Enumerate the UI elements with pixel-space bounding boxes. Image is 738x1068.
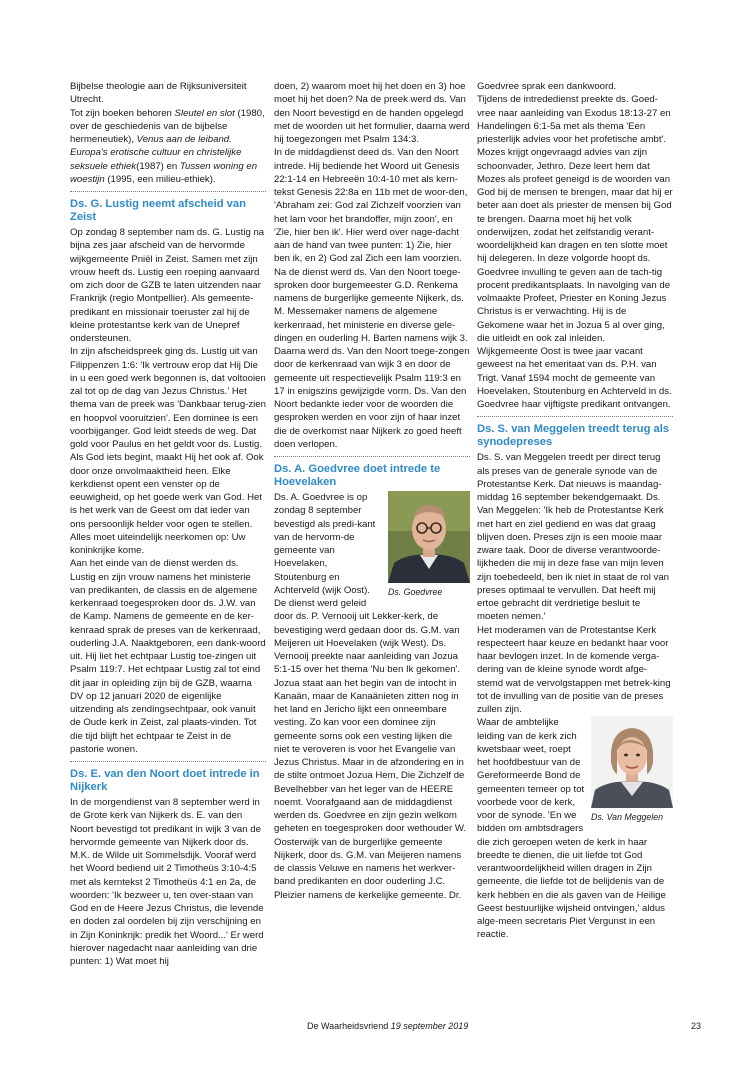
paragraph: Tijdens de intrededienst preekte ds. Goed-vree naar aanleiding van Exodus 18:13-27 en Handelingen 6:1-5a met als thema 'Een priesterlijk advies voor het profetische ambt'. Mozes krijgt ongevraagd advies van zijn schoonvader, Jethro. Deze leert hem dat Mozes als profeet geneigd is de woorden van God bij de mensen te brengen, maar dat hij er beter aan doet als priester de mensen bij God te brengen. Daarna moet hij het volk onderwijzen, zodat het zelfstandig verant-woordelijkheid kan dragen en ten slotte moet hij delegeren. In deze volgorde hoopt ds. Goedvree invulling te geven aan de tach-tig procent predikantsplaats. In navolging van de volmaakte Profeet, Priester en Koning Jezus Christus is er verwachting. Hij is de Gekomene waar het in Jozua 5 al over ging, die uitleidt en ook zal inleiden.: [477, 94, 673, 344]
photo-caption: Ds. Goedvree: [388, 587, 443, 597]
photo-goedvree: [388, 491, 470, 598]
paragraph: Wijkgemeente Oost is twee jaar vacant geweest na het emeritaat van ds. P.H. van Trigt. Vanaf 1594 mocht de gemeente van Hoevelaken, Stoutenburg en Achterveld in ds. Goedvree haar vijftigste predikant ontvangen.: [477, 346, 672, 410]
paragraph: In de middagdienst deed ds. Van den Noort intrede. Hij bediende het Woord uit Genesis 22:1-14 en Hebreeën 10:4-10 met als kern-tekst Genesis 22:8a en 11b met de woor-den, 'Abraham zei: God zal Zichzelf voorzien van het lam voor het brandoffer, mijn zoon', en 'Zie, hier ben ik'. Hier werd over nage-dacht aan de hand van twee punten: 1) Zie, hier ben ik, en 2) God zal Zich een lam voorzien.: [274, 147, 468, 265]
heading-noort: Ds. E. van den Noort doet intrede in Nijkerk: [70, 768, 260, 793]
paragraph: Waar de ambtelijke leiding van de kerk zich kwetsbaar weet, roept het hoofdbestuur van de Gereformeerde Bond de gemeenten temeer op tot voorbede voor de kerk, voor de synode. 'En we bidden om ambtsdragers die zich geroepen weten de kerk in haar breedte te dienen, die uit liefde tot God verantwoordelijkheid willen dragen in Zijn gemeente, die liefde tot de belijdenis van de kerk hebben en die als gaven van de Heilige Geest bestuurlijke wijsheid ontvingen,' aldus alge-meen secretaris Piet Vergunst in een reactie.: [477, 717, 666, 941]
heading-meggelen: Ds. S. van Meggelen treedt terug als synodepreses: [477, 423, 670, 449]
book-title: Tussen woning en woestijn: [70, 160, 258, 185]
paragraph-books: [70, 107, 266, 187]
photo-meggelen: [591, 716, 673, 823]
paragraph: Jozua staat aan het begin van de intocht in Kanaän, maar de Kanaänieten zitten nog in het land en Jericho lijkt een onneembare vesting. Zo kan voor een dominee zijn gemeente soms ook een vesting lijken die niet te veroveren is voor het Evangelie van Jezus Christus. Maar in de afzondering en in de stilte ontmoet Jozua Hem, Die Zichzelf de Bevelhebber van het leger van de HEERE noemt. Voorafgaand aan de middagdienst werden ds. Goedvree en zijn gezin welkom geheten en toegesproken door wethouder W. Oosterwijk van de burgerlijke gemeente Nijkerk, door ds. G.M. van Meijeren namens de classis Veluwe en namens het werkver-band predikanten en door ouderling J.C. Pleizier namens de kerkelijke gemeente. Dr.: [274, 677, 467, 901]
portrait-man-glasses-icon: [388, 491, 470, 583]
paragraph: In zijn afscheidspreek ging ds. Lustig uit van Filippenzen 1:6: 'Ik vertrouw erop dat Hij Die in u een goed werk begonnen is, dat voltooien zal tot op de dag van Jezus Christus.' Het thema van de preek was 'Dankbaar terug-zien en hoopvol vooruitzien'. Een dominee is een voorbijganger. God leidt steeds de weg. Dat gold voor Paulus en het geldt voor ds. Lustig. Als God iets begint, maakt Hij het ook af. Ook door onze onvolmaaktheid heen. Elke kerkdienst opent een venster op de eeuwigheid, op het goede werk van God. Het is het werk van de Geest om dat ieder van ons persoonlijk helder voor ogen te stellen. Alles moet uiteindelijk neerkomen op: Uw koninkrijke kome.: [70, 346, 266, 556]
paragraph: Na de dienst werd ds. Van den Noort toege-sproken door burgemeester G.D. Renkema namens de burgerlijke gemeente Nijkerk, ds. M. Messemaker namens de algemene kerkenraad, het ministerie en diverse gele-dingen en ouderling H. Barten namens wijk 3. Daarna werd ds. Van den Noort toege-zongen door de kerkenraad van wijk 3 en door de gemeente uit respectievelijk Psalm 119:3 en 17 in enigszins gewijzigde vorm. Ds. Van den Noort bedankte ieder voor de woorden die gesproken werden en voor zijn of haar inzet die de overkomst naar Nijkerk zo goed heeft doen verlopen.: [274, 266, 470, 450]
column-3: [477, 80, 673, 942]
text-run: (1987) en: [136, 160, 180, 172]
footer-publication: [307, 1021, 468, 1031]
dotted-separator: [477, 416, 673, 417]
column-1: [70, 80, 266, 968]
column-2: [274, 80, 470, 902]
paragraph: Op zondag 8 september nam ds. G. Lustig na bijna zes jaar afscheid van de hervormde wijkgemeente Pniël in Zeist. Samen met zijn vrouw heeft ds. Lustig een roeping aanvaard om zich door de GZB te laten uitzenden naar Frankrijk (regio Montpellier). Als gemeente-predikant en missionair toeruster zal hij de kleine protestantse kerk van de Unepref ondersteunen.: [70, 227, 265, 344]
text-run: (1980, over de geschiedenis van de bijbelse hermeneutiek),: [70, 107, 265, 145]
photo-caption: Ds. Van Meggelen: [591, 812, 664, 823]
issue-date: 19 september 2019: [390, 1021, 469, 1031]
magazine-name: De Waarheidsvriend: [307, 1021, 389, 1031]
paragraph: In de morgendienst van 8 september werd in de Grote kerk van Nijkerk ds. E. van den Noort bevestigd tot predikant in wijk 3 van de hervormde gemeente van Nijkerk door ds. M.K. de Wilde uit Sommelsdijk. Vooraf werd het Woord bediend uit 2 Timotheüs 3:10-4:5 met als kerntekst 2 Timotheüs 4:1 en 2a, de woorden: 'Ik bezweer u, ten over-staan van God en de Heere Jezus Christus, die levende en doden zal oordelen bij zijn verschijning en in Zijn Koninkrijk: predik het Woord...' Er werd hierover nagedacht naar aanleiding van drie punten: 1) Wat moet hij: [70, 797, 264, 967]
paragraph: Aan het einde van de dienst werden ds. Lustig en zijn vrouw namens het ministerie van predikanten, de classis en de algemene kerkenraad toegesproken door ds. J.W. van de Kamp. Namens de gemeente en de ker-kenraad sprak de preses van de kerkenraad, ouderling J.A. Naaktgeboren, een dank-woord uit. Hij liet het echtpaar Lustig toe-zingen uit Psalm 119:7. Het echtpaar Lustig zal tot eind dit jaar in opleiding zijn bij de GZB, waarna DV op 12 januari 2020 de eigenlijke uitzending als zendingsechtpaar, ook vanuit de Oude kerk in Zeist, zal plaats-vinden. Tot die tijd blijft het echtpaar te Zeist in de pastorie wonen.: [70, 558, 266, 755]
paragraph: Ds. A. Goedvree is op zondag 8 september bevestigd als predi-kant van de hervorm-de gemeente van Hoevelaken, Stoutenburg en Achterveld (wijk Oost). De dienst werd geleid door ds. P. Vernooij uit Lekker-kerk, de bevestiging werd gedaan door ds. G.M. van Meijeren uit Hoevelaken (wijk West). Ds. Vernooij preekte naar aanleiding van Jozua 5:1-15 over het thema 'Nu ben Ik gekomen'.: [274, 492, 461, 676]
heading-lustig: Ds. G. Lustig neemt afscheid van Zeist: [70, 198, 246, 223]
text-run: Tot zijn boeken behoren: [70, 107, 175, 119]
page-number: 23: [690, 1021, 701, 1031]
portrait-woman-icon: [591, 716, 673, 808]
paragraph: Goedvree sprak een dankwoord.: [477, 81, 617, 92]
paragraph: Bijbelse theologie aan de Rijksuniversiteit Utrecht.: [70, 81, 247, 106]
paragraph: Het moderamen van de Protestantse Kerk respecteert haar keuze en bedankt haar voor haar bevlogen inzet. In de komende verga-dering van de kleine synode wordt afge-stemd wat de vervolgstappen met betrek-king tot de invulling van de positie van de preses zullen zijn.: [477, 624, 671, 715]
heading-goedvree: Ds. A. Goedvree doet intrede te Hoevelaken: [274, 463, 441, 488]
text-run: (1995, een milieu-ethiek).: [104, 173, 216, 185]
book-title: Sleutel en slot: [174, 107, 235, 119]
dotted-separator: [274, 456, 470, 457]
dotted-separator: [70, 191, 266, 192]
paragraph: doen, 2) waarom moet hij het doen en 3) hoe moet hij het doen? Na de preek werd ds. Van den Noort bevestigd en de handen opgelegd met de woorden uit het formulier, daarna werd hij toegezongen met Psalm 134:3.: [274, 81, 470, 145]
dotted-separator: [70, 761, 266, 762]
paragraph: Ds. S. van Meggelen treedt per direct terug als preses van de generale synode van de Protestantse Kerk. Dat nieuws is maandag-middag 16 september bekendgemaakt. Ds. Van Meggelen: 'Ik heb de Protestantse Kerk met hart en ziel gediend en was dat graag blijven doen. Preses zijn is een mooie maar zware taak. Door de diverse verantwoorde-lijkheden die mij in deze fase van mijn leven zijn toebedeeld, ben ik niet in staat de rol van preses optimaal te vervullen. Dat heeft mij ertoe gebracht dit verdrietige besluit te moeten nemen.': [477, 452, 670, 623]
book-title: Venus aan de leiband. Europa's erotische cultuur en christelijke seksuele ethiek: [70, 134, 242, 172]
